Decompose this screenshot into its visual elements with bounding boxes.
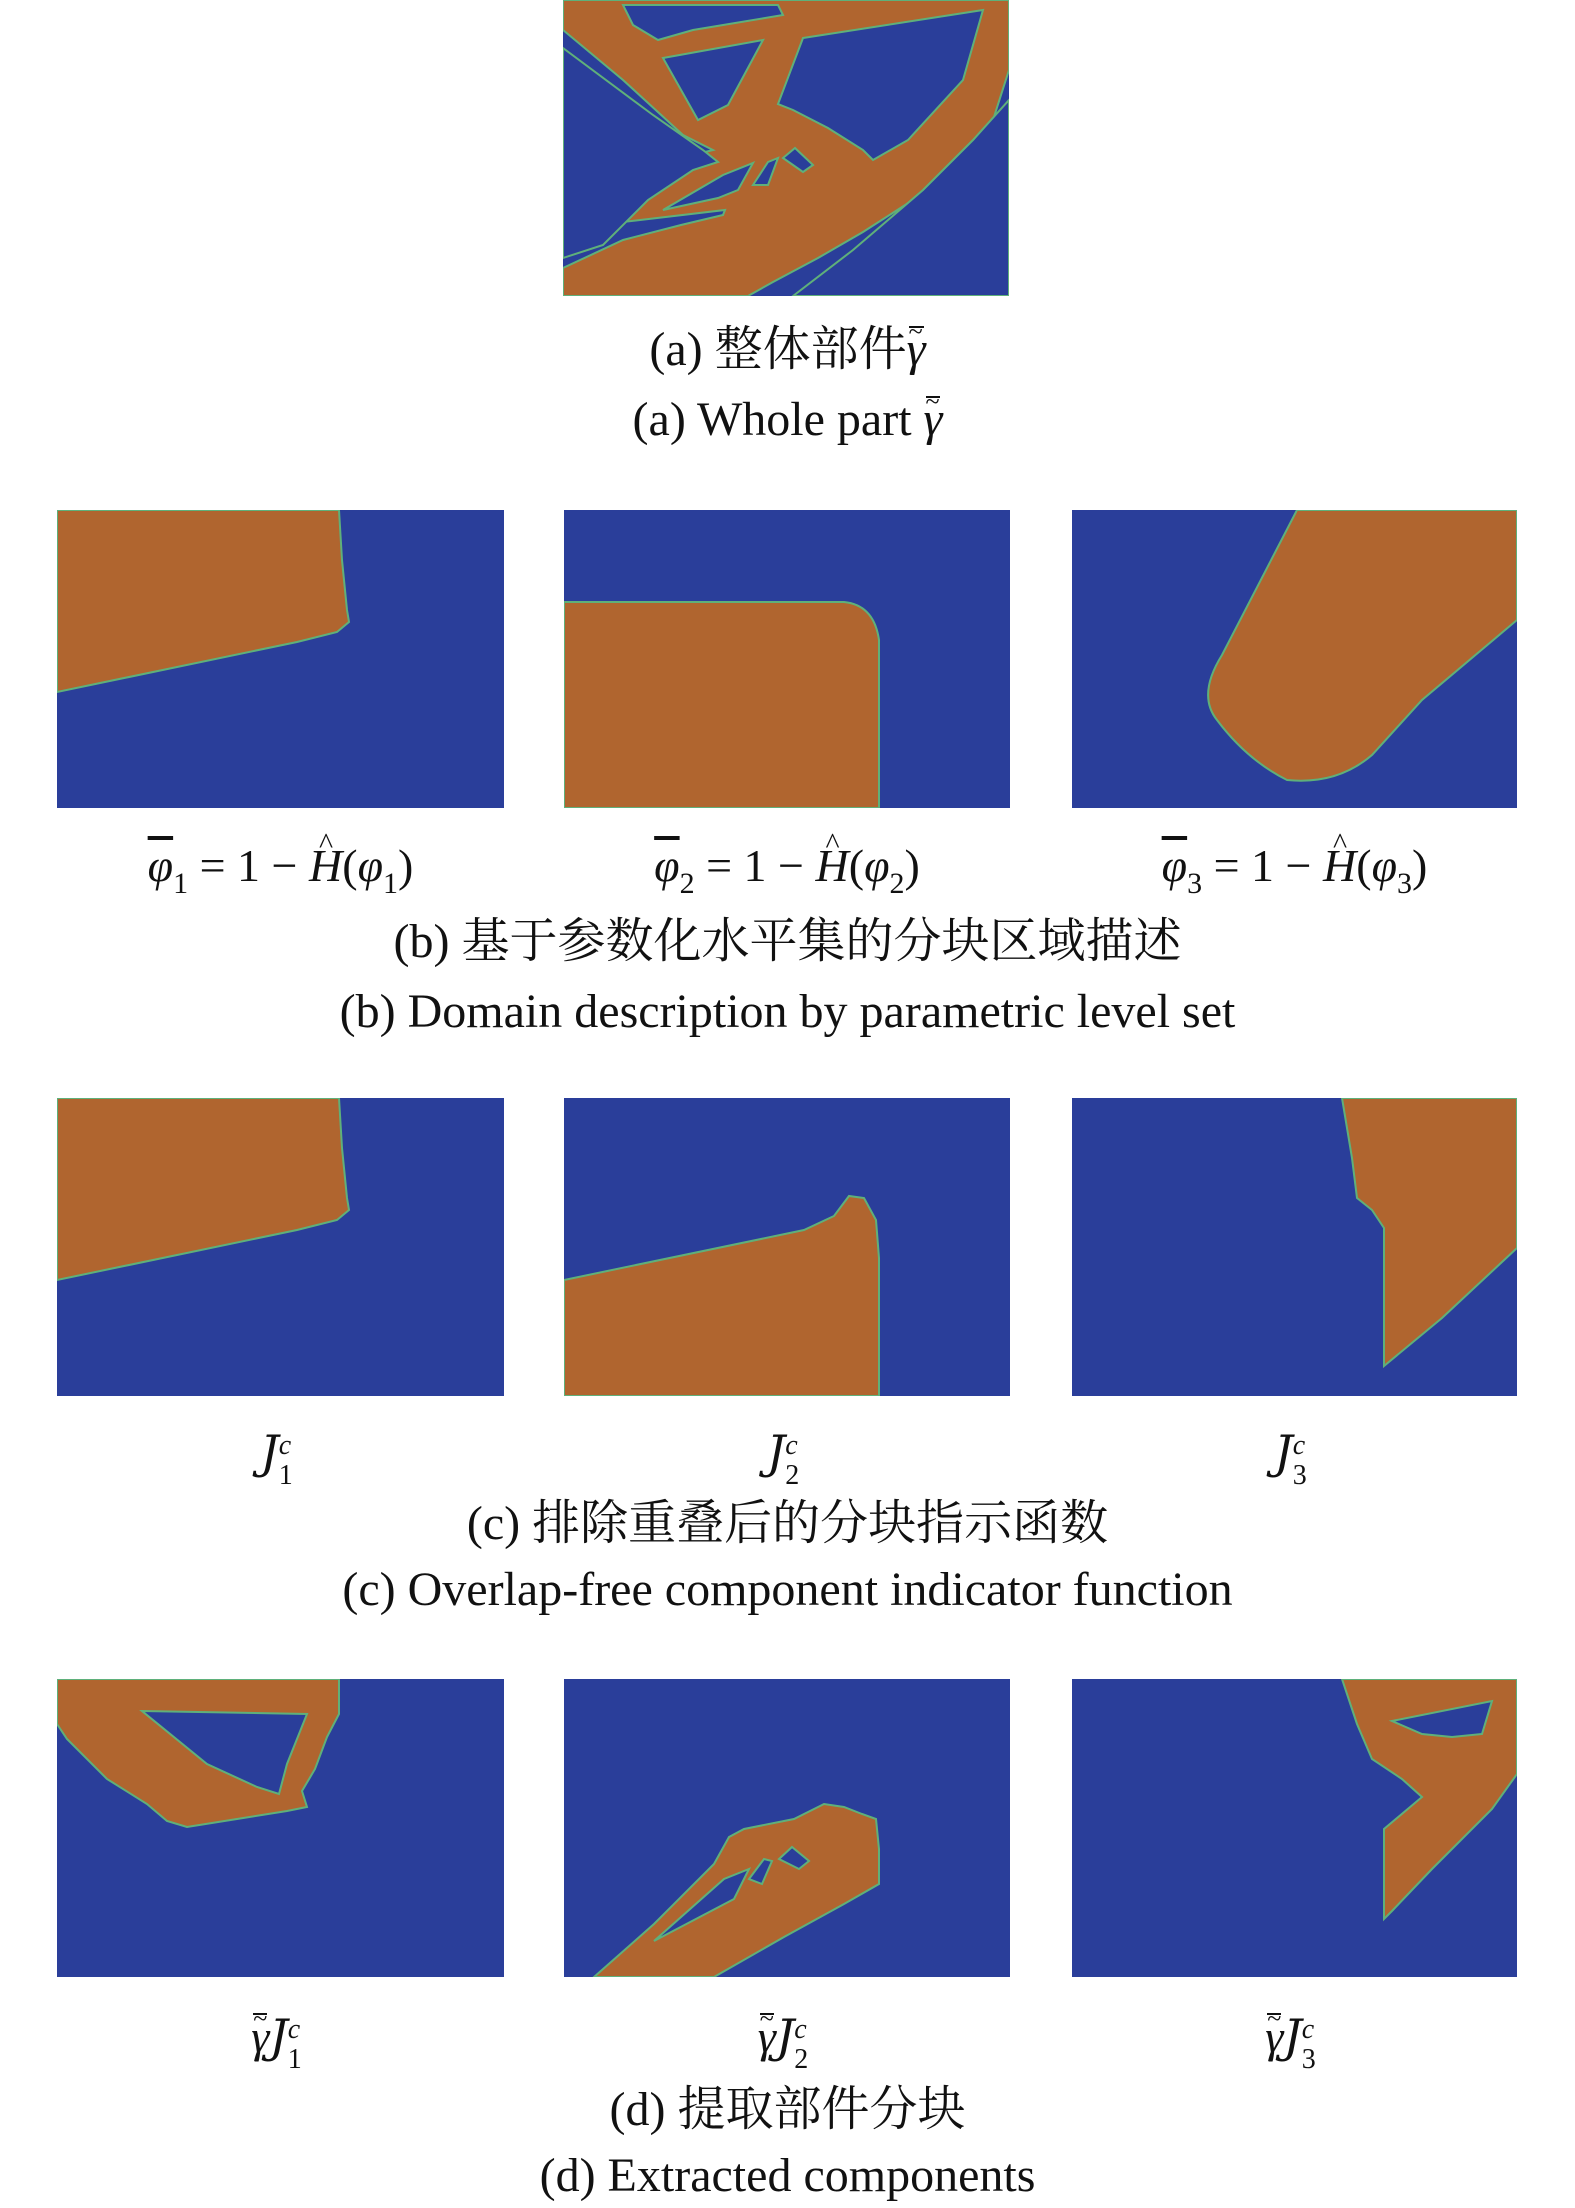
caption-a-en: (a) Whole part γ ~ [0, 392, 1575, 448]
component-panel-1 [57, 1679, 504, 1977]
levelset-panel-1 [57, 510, 504, 808]
levelset-label-2: $\overline{\varphi}_2 = 1$ − ^ $H(\varphi_2)$ [564, 838, 1010, 912]
caption-c-cn: (c) 排除重叠后的分块指示函数 [466, 1497, 1109, 1550]
levelset-panel-2 [564, 510, 1010, 808]
component-panel-2 [564, 1679, 1010, 1977]
caption-d-en: (d) Extracted components [539, 2149, 1036, 2202]
caption-d-cn: (d) 提取部件分块 [609, 2083, 966, 2136]
levelset-label-1: $\overline{\varphi}_1 = 1$ − ^ $H(\varphi_1)$ [57, 838, 504, 912]
indicator-panel-1 [57, 1098, 504, 1396]
whole-part-image [563, 0, 1009, 296]
indicator-label-3: J c 3 [1274, 1425, 1307, 1491]
levelset-panel-3 [1072, 510, 1517, 808]
indicator-label-2: J c 2 [766, 1425, 800, 1491]
caption-b-cn: (b) 基于参数化水平集的分块区域描述 [393, 915, 1182, 968]
component-panel-3 [1072, 1679, 1517, 1977]
caption-c-en: (c) Overlap-free component indicator function [342, 1563, 1233, 1616]
caption-b-en: (b) Domain description by parametric level set [339, 985, 1236, 1038]
indicator-panel-3 [1072, 1098, 1517, 1396]
component-label-2: γ ~J c 2 [564, 2008, 1010, 2065]
caption-a-cn: (a) 整体部件γ ~ [0, 322, 1575, 378]
indicator-panel-2 [564, 1098, 1010, 1396]
gamma-symbol: γ ~ [924, 392, 943, 448]
gamma-symbol: γ ~ [907, 322, 926, 378]
indicator-label-1: J c 1 [260, 1425, 293, 1491]
component-label-1: γ ~J c 1 [57, 2008, 504, 2065]
component-label-3: γ ~J c 3 [1072, 2008, 1517, 2065]
levelset-label-3: $\overline{\varphi}_3 = 1$ − ^ $H(\varphi_3)$ [1072, 838, 1517, 912]
